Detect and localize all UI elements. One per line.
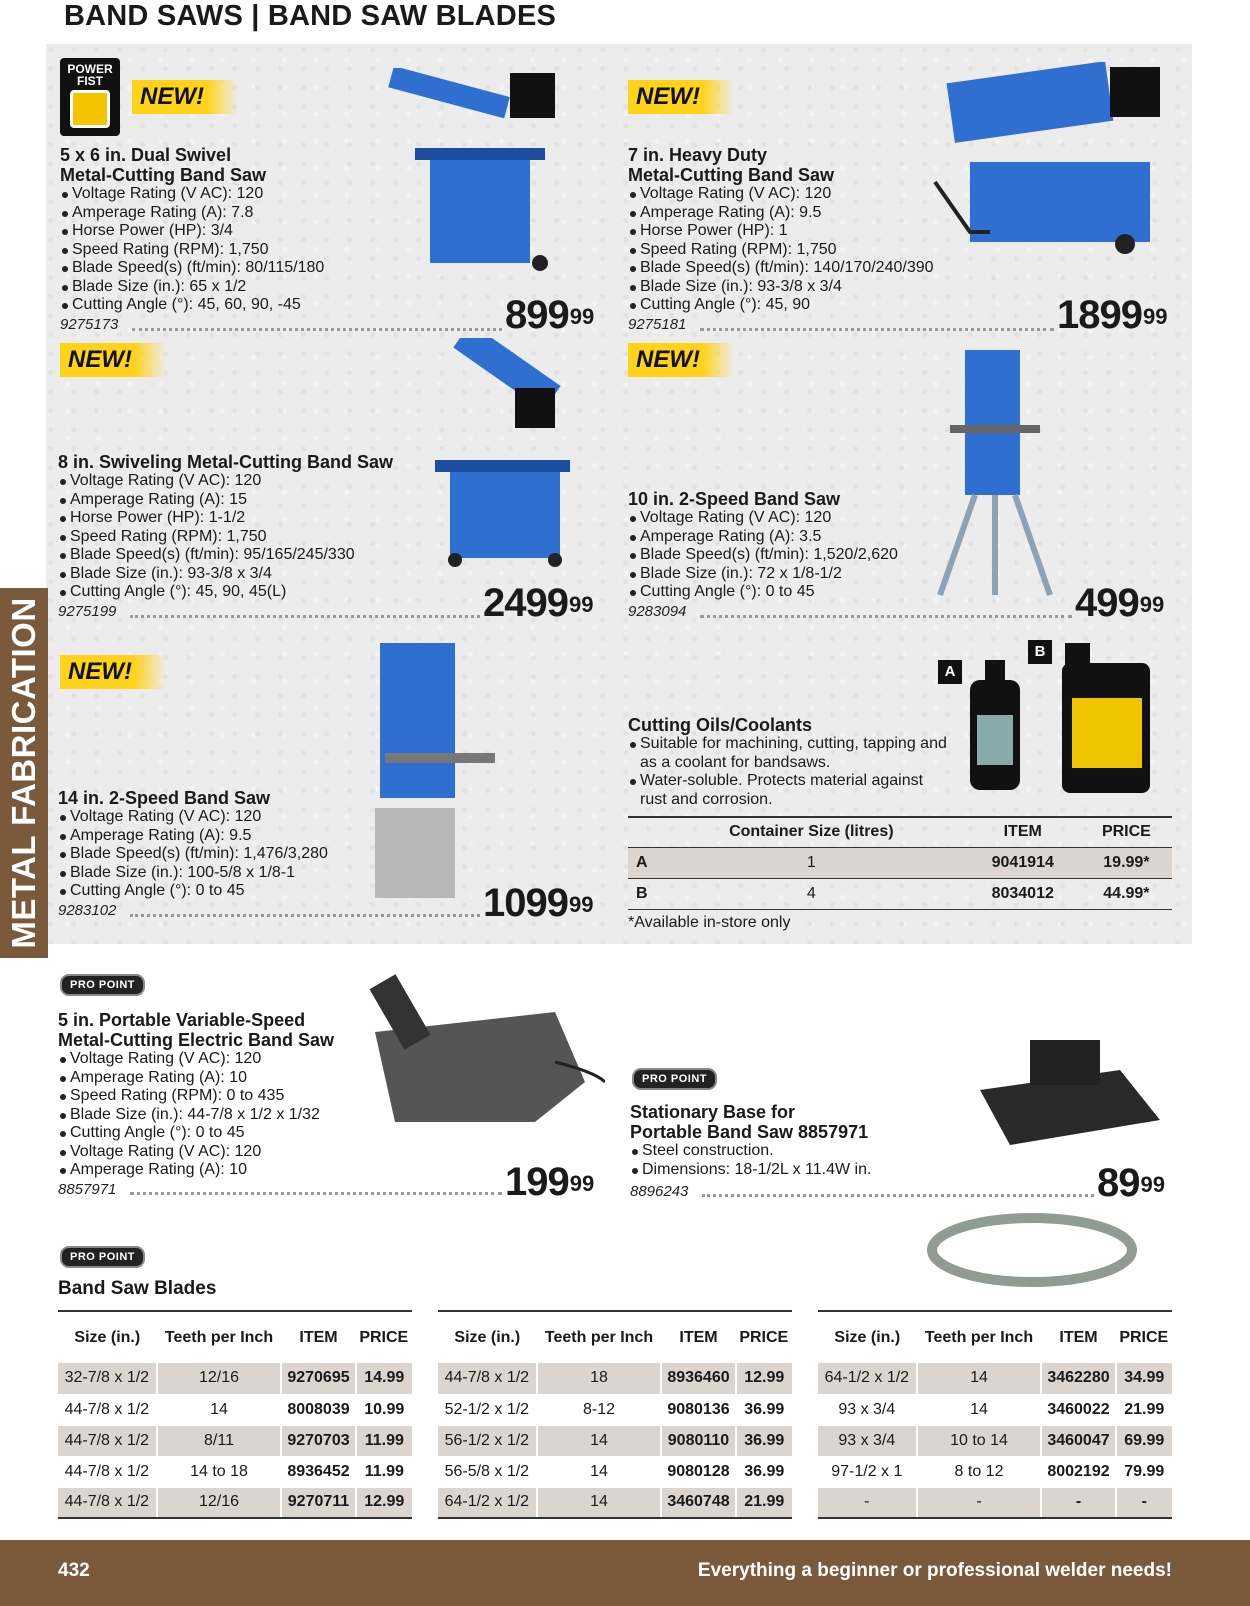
spec-item: Blade Size (in.): 72 x 1/8-1/2 <box>628 565 928 584</box>
price <box>1097 1163 1165 1203</box>
table-cell: 44-7/8 x 1/2 <box>58 1425 157 1456</box>
table-cell: 64-1/2 x 1/2 <box>818 1363 917 1394</box>
sku: 9275173 <box>60 316 119 333</box>
table-cell: 79.99 <box>1116 1456 1172 1487</box>
table-cell: 12.99 <box>356 1487 412 1518</box>
spec-item: Dimensions: 18-1/2L x 11.4W in. <box>630 1161 930 1180</box>
spec-item: Blade Speed(s) (ft/min): 1,476/3,280 <box>58 845 368 864</box>
table-cell: 8-12 <box>537 1394 662 1425</box>
table-cell: 4 <box>658 878 965 909</box>
table-cell: 3462280 <box>1041 1363 1115 1394</box>
table-cell: 10 to 14 <box>917 1425 1042 1456</box>
spec-item: Voltage Rating (V AC): 120 <box>628 185 988 204</box>
price-cents: 99 <box>568 892 594 917</box>
table-cell: 36.99 <box>736 1394 792 1425</box>
table-cell: 97-1/2 x 1 <box>818 1456 917 1487</box>
sku: 8896243 <box>630 1183 689 1200</box>
table-header: Teeth per Inch <box>537 1311 662 1363</box>
table-header: ITEM <box>965 817 1081 847</box>
table-row <box>438 1425 792 1456</box>
price-cents: 99 <box>1142 304 1168 329</box>
table-header-row <box>438 1311 792 1363</box>
sku: 9283102 <box>58 902 117 919</box>
product-10in-band-saw <box>628 489 928 602</box>
table-header-row <box>628 817 1172 847</box>
product-portable-band-saw <box>58 1010 358 1180</box>
spec-item: Steel construction. <box>630 1142 930 1161</box>
sku: 9283094 <box>628 603 687 620</box>
table-cell: 9270695 <box>281 1363 355 1394</box>
table-cell: 9041914 <box>965 847 1081 878</box>
product-cutting-oils <box>628 715 948 809</box>
table-cell: 14 <box>917 1363 1042 1394</box>
section-tab <box>0 588 48 958</box>
new-badge: NEW! <box>132 80 238 114</box>
product-5x6-band-saw <box>60 145 390 315</box>
spec-item: Voltage Rating (V AC): 120 <box>58 1050 358 1069</box>
table-row <box>818 1363 1172 1394</box>
table-cell: 10.99 <box>356 1394 412 1425</box>
table-cell: 14 <box>157 1394 282 1425</box>
table-cell: 1 <box>658 847 965 878</box>
spec-item: Cutting Angle (°): 0 to 45 <box>58 1124 358 1143</box>
table-cell: 14 <box>537 1487 662 1518</box>
table-cell: 14 to 18 <box>157 1456 282 1487</box>
table-cell: 3460047 <box>1041 1425 1115 1456</box>
spec-item: Amperage Rating (A): 7.8 <box>60 204 390 223</box>
footer-tagline: Everything a beginner or professional welder needs! <box>697 1560 1172 1581</box>
spec-list <box>58 1050 358 1180</box>
table-cell: 44.99* <box>1081 878 1172 909</box>
price-dollars: 1099 <box>483 881 568 925</box>
spec-item: Cutting Angle (°): 0 to 45 <box>628 583 928 602</box>
oil-label-a: A <box>938 660 962 684</box>
table-cell: 44-7/8 x 1/2 <box>58 1456 157 1487</box>
table-row <box>438 1394 792 1425</box>
table-cell: 11.99 <box>356 1456 412 1487</box>
product-title: 7 in. Heavy Duty Metal-Cutting Band Saw <box>628 145 834 185</box>
table-cell: 14 <box>917 1394 1042 1425</box>
spec-item: Cutting Angle (°): 45, 90 <box>628 296 988 315</box>
table-cell: 18 <box>537 1363 662 1394</box>
table-header: Size (in.) <box>818 1311 917 1363</box>
spec-item: Blade Size (in.): 65 x 1/2 <box>60 278 390 297</box>
table-row <box>818 1487 1172 1518</box>
table-cell: 9080128 <box>661 1456 735 1487</box>
spec-item: Horse Power (HP): 3/4 <box>60 222 390 241</box>
table-header: Container Size (litres) <box>658 817 965 847</box>
pro-point-logo: PRO POINT <box>60 974 145 996</box>
table-cell: 12.99 <box>736 1363 792 1394</box>
dot-leader <box>702 1194 1094 1197</box>
pro-point-logo: PRO POINT <box>632 1068 717 1090</box>
table-cell: B <box>628 878 658 909</box>
table-row <box>58 1394 412 1425</box>
table-row <box>818 1456 1172 1487</box>
product-title: 14 in. 2-Speed Band Saw <box>58 788 271 808</box>
table-row <box>58 1456 412 1487</box>
dot-leader <box>130 615 480 618</box>
spec-item: Amperage Rating (A): 9.5 <box>58 827 368 846</box>
sku: 8857971 <box>58 1181 117 1198</box>
table-cell: 8/11 <box>157 1425 282 1456</box>
fist-icon <box>70 90 110 128</box>
section-tab-label: METAL FABRICATION <box>5 597 42 949</box>
spec-list <box>628 735 948 809</box>
spec-list <box>630 1142 930 1179</box>
price-cents: 99 <box>568 592 594 617</box>
table-header <box>628 817 658 847</box>
price-dollars: 89 <box>1097 1161 1140 1205</box>
spec-item: Blade Size (in.): 100-5/8 x 1/8-1 <box>58 864 368 883</box>
table-cell: 8002192 <box>1041 1456 1115 1487</box>
table-cell: 52-1/2 x 1/2 <box>438 1394 537 1425</box>
spec-item: Speed Rating (RPM): 1,750 <box>58 528 438 547</box>
table-header: ITEM <box>281 1311 355 1363</box>
price-dollars: 2499 <box>483 581 568 625</box>
spec-list <box>58 808 368 901</box>
price <box>483 883 593 923</box>
table-header: PRICE <box>736 1311 792 1363</box>
power-fist-logo <box>60 58 120 136</box>
price <box>505 295 594 335</box>
spec-item: Speed Rating (RPM): 1,750 <box>628 241 988 260</box>
spec-item: Cutting Angle (°): 45, 60, 90, -45 <box>60 296 390 315</box>
spec-item: Water-soluble. Protects material against rust and corrosion. <box>628 772 948 809</box>
new-badge: NEW! <box>628 343 734 377</box>
table-cell: 34.99 <box>1116 1363 1172 1394</box>
spec-item: Amperage Rating (A): 10 <box>58 1069 358 1088</box>
product-stationary-base <box>630 1102 930 1179</box>
dot-leader <box>130 914 480 917</box>
spec-item: Speed Rating (RPM): 0 to 435 <box>58 1087 358 1106</box>
table-row <box>438 1487 792 1518</box>
price <box>505 1162 594 1202</box>
table-row <box>628 878 1172 909</box>
product-title: 8 in. Swiveling Metal-Cutting Band Saw <box>58 452 394 472</box>
spec-item: Amperage Rating (A): 3.5 <box>628 528 928 547</box>
price-cents: 99 <box>569 304 595 329</box>
table-cell: 9270711 <box>281 1487 355 1518</box>
table-row <box>58 1487 412 1518</box>
table-cell: 14 <box>537 1425 662 1456</box>
table-cell: 9080136 <box>661 1394 735 1425</box>
table-cell: 8008039 <box>281 1394 355 1425</box>
dot-leader <box>700 328 1054 331</box>
table-header-row <box>58 1311 412 1363</box>
table-cell: 44-7/8 x 1/2 <box>58 1487 157 1518</box>
table-cell: 36.99 <box>736 1456 792 1487</box>
spec-item: Horse Power (HP): 1 <box>628 222 988 241</box>
spec-item: Voltage Rating (V AC): 120 <box>628 509 928 528</box>
blades-table-2 <box>438 1310 792 1519</box>
table-row <box>818 1394 1172 1425</box>
table-cell: 9080110 <box>661 1425 735 1456</box>
product-14in-band-saw <box>58 788 368 901</box>
price-dollars: 499 <box>1075 581 1139 625</box>
table-cell: 56-1/2 x 1/2 <box>438 1425 537 1456</box>
table-header: Size (in.) <box>438 1311 537 1363</box>
band-saw-8in-image <box>430 338 580 568</box>
stationary-base-image <box>970 1030 1165 1150</box>
spec-item: Blade Speed(s) (ft/min): 95/165/245/330 <box>58 546 438 565</box>
spec-item: Voltage Rating (V AC): 120 <box>60 185 390 204</box>
table-cell: 36.99 <box>736 1425 792 1456</box>
blades-table-3 <box>818 1310 1172 1519</box>
product-title: 5 in. Portable Variable-Speed Metal-Cutting Electric Band Saw <box>58 1010 335 1050</box>
spec-item: Voltage Rating (V AC): 120 <box>58 808 368 827</box>
band-saw-5x6-image <box>385 68 575 278</box>
price <box>1075 583 1164 623</box>
spec-item: Horse Power (HP): 1-1/2 <box>58 509 438 528</box>
spec-item: Blade Speed(s) (ft/min): 1,520/2,620 <box>628 546 928 565</box>
table-cell: 64-1/2 x 1/2 <box>438 1487 537 1518</box>
table-cell: 9270703 <box>281 1425 355 1456</box>
spec-list <box>60 185 390 315</box>
table-cell: 8936452 <box>281 1456 355 1487</box>
blades-table-1 <box>58 1310 412 1519</box>
price-cents: 99 <box>569 1171 595 1196</box>
table-cell: 69.99 <box>1116 1425 1172 1456</box>
table-cell: 93 x 3/4 <box>818 1394 917 1425</box>
price-dollars: 1899 <box>1057 293 1142 337</box>
page-footer <box>0 1540 1250 1606</box>
table-header-row <box>818 1311 1172 1363</box>
dot-leader <box>130 1192 502 1195</box>
table-row <box>818 1425 1172 1456</box>
spec-item: Voltage Rating (V AC): 120 <box>58 472 438 491</box>
table-header: Teeth per Inch <box>157 1311 282 1363</box>
band-saw-10in-image <box>935 345 1055 600</box>
dot-leader <box>700 615 1072 618</box>
portable-band-saw-image <box>355 972 605 1142</box>
spec-item: Blade Size (in.): 93-3/8 x 3/4 <box>628 278 988 297</box>
table-row <box>438 1363 792 1394</box>
table-cell: A <box>628 847 658 878</box>
oil-table <box>628 816 1172 910</box>
table-header: PRICE <box>1081 817 1172 847</box>
table-cell: - <box>818 1487 917 1518</box>
table-row <box>58 1363 412 1394</box>
table-cell: 8 to 12 <box>917 1456 1042 1487</box>
spec-item: Amperage Rating (A): 10 <box>58 1161 358 1180</box>
price-cents: 99 <box>1140 1172 1165 1197</box>
availability-note: *Available in-store only <box>628 914 791 931</box>
spec-list <box>58 472 438 602</box>
table-header: PRICE <box>356 1311 412 1363</box>
table-cell: 8034012 <box>965 878 1081 909</box>
spec-item: Blade Speed(s) (ft/min): 80/115/180 <box>60 259 390 278</box>
oil-label-b: B <box>1028 640 1052 664</box>
table-cell: 12/16 <box>157 1363 282 1394</box>
power-fist-logo-text: POWER FIST <box>67 62 113 88</box>
band-saw-14in-image <box>375 638 500 900</box>
pro-point-logo: PRO POINT <box>60 1246 145 1268</box>
table-row <box>438 1456 792 1487</box>
spec-list <box>628 509 928 602</box>
table-header: PRICE <box>1116 1311 1172 1363</box>
spec-item: Blade Speed(s) (ft/min): 140/170/240/390 <box>628 259 988 278</box>
spec-item: Voltage Rating (V AC): 120 <box>58 1143 358 1162</box>
table-cell: 12/16 <box>157 1487 282 1518</box>
spec-item: Cutting Angle (°): 0 to 45 <box>58 882 368 901</box>
table-cell: 32-7/8 x 1/2 <box>58 1363 157 1394</box>
table-header: ITEM <box>1041 1311 1115 1363</box>
product-7in-band-saw <box>628 145 988 315</box>
spec-item: Blade Size (in.): 93-3/8 x 3/4 <box>58 565 438 584</box>
table-cell: 11.99 <box>356 1425 412 1456</box>
oil-bottle-a-image <box>965 655 1025 795</box>
table-header: Size (in.) <box>58 1311 157 1363</box>
price-cents: 99 <box>1139 592 1165 617</box>
sku: 9275181 <box>628 316 687 333</box>
table-cell: 3460748 <box>661 1487 735 1518</box>
product-title: Stationary Base for Portable Band Saw 8857971 <box>630 1102 869 1142</box>
oil-jug-b-image <box>1060 638 1152 796</box>
spec-item: Suitable for machining, cutting, tapping and as a coolant for bandsaws. <box>628 735 948 772</box>
product-title: Cutting Oils/Coolants <box>628 715 812 735</box>
spec-item: Amperage Rating (A): 9.5 <box>628 204 988 223</box>
new-badge: NEW! <box>60 343 166 377</box>
page-header: BAND SAWS | BAND SAW BLADES <box>64 0 557 32</box>
table-cell: 8936460 <box>661 1363 735 1394</box>
table-cell: 21.99 <box>736 1487 792 1518</box>
table-cell: 19.99* <box>1081 847 1172 878</box>
table-row <box>628 847 1172 878</box>
spec-list <box>628 185 988 315</box>
table-cell: 21.99 <box>1116 1394 1172 1425</box>
table-cell: 93 x 3/4 <box>818 1425 917 1456</box>
product-8in-band-saw <box>58 452 438 602</box>
table-cell: - <box>1116 1487 1172 1518</box>
price <box>1057 295 1167 335</box>
page-number: 432 <box>58 1560 90 1581</box>
product-title: 10 in. 2-Speed Band Saw <box>628 489 841 509</box>
new-badge: NEW! <box>628 80 734 114</box>
blade-loop-image <box>925 1210 1140 1290</box>
new-badge: NEW! <box>60 655 166 689</box>
price-dollars: 899 <box>505 293 569 337</box>
spec-item: Cutting Angle (°): 45, 90, 45(L) <box>58 583 438 602</box>
table-cell: - <box>1041 1487 1115 1518</box>
table-cell: 14 <box>537 1456 662 1487</box>
price <box>483 583 593 623</box>
spec-item: Speed Rating (RPM): 1,750 <box>60 241 390 260</box>
table-header: ITEM <box>661 1311 735 1363</box>
table-cell: - <box>917 1487 1042 1518</box>
table-cell: 44-7/8 x 1/2 <box>58 1394 157 1425</box>
table-cell: 56-5/8 x 1/2 <box>438 1456 537 1487</box>
table-row <box>58 1425 412 1456</box>
dot-leader <box>132 328 502 331</box>
blades-title: Band Saw Blades <box>58 1278 217 1299</box>
sku: 9275199 <box>58 603 117 620</box>
table-header: Teeth per Inch <box>917 1311 1042 1363</box>
table-cell: 44-7/8 x 1/2 <box>438 1363 537 1394</box>
table-cell: 3460022 <box>1041 1394 1115 1425</box>
spec-item: Blade Size (in.): 44-7/8 x 1/2 x 1/32 <box>58 1106 358 1125</box>
table-cell: 14.99 <box>356 1363 412 1394</box>
price-dollars: 199 <box>505 1160 569 1204</box>
spec-item: Amperage Rating (A): 15 <box>58 491 438 510</box>
product-title: 5 x 6 in. Dual Swivel Metal-Cutting Band Saw <box>60 145 266 185</box>
